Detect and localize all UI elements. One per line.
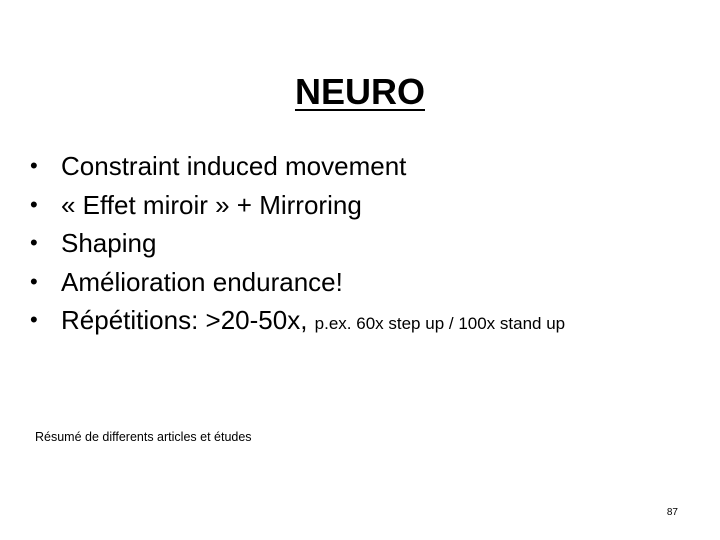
bullet-item-constraint-induced-movement: [30, 147, 700, 186]
repetitions-main-text: Répétitions: >20-50x,: [61, 305, 308, 335]
slide-title: NEURO: [294, 71, 425, 113]
page-number: 87: [666, 507, 678, 518]
source-note: Résumé de differents articles et études: [35, 430, 252, 444]
bullet-icon: •: [30, 191, 38, 217]
repetitions-detail-text: p.ex. 60x step up / 100x stand up: [314, 314, 566, 333]
bullet-text-with-small-detail: [61, 301, 565, 343]
bullet-icon: •: [30, 230, 38, 255]
bullet-icon: •: [30, 153, 38, 178]
bullet-item-shaping: [30, 224, 700, 263]
bullet-text: Shaping: [61, 228, 157, 258]
bullet-icon: •: [30, 268, 38, 294]
bullet-item-repetitions: [30, 301, 700, 340]
bullet-text: Amélioration endurance!: [61, 266, 343, 297]
bullet-icon: •: [30, 307, 38, 332]
bullet-list: [30, 147, 700, 340]
bullet-item-mirror-effect: [30, 186, 700, 225]
bullet-text: Constraint induced movement: [61, 151, 407, 181]
bullet-item-endurance-improvement: [30, 263, 700, 302]
bullet-text: « Effet miroir » + Mirroring: [61, 189, 362, 220]
